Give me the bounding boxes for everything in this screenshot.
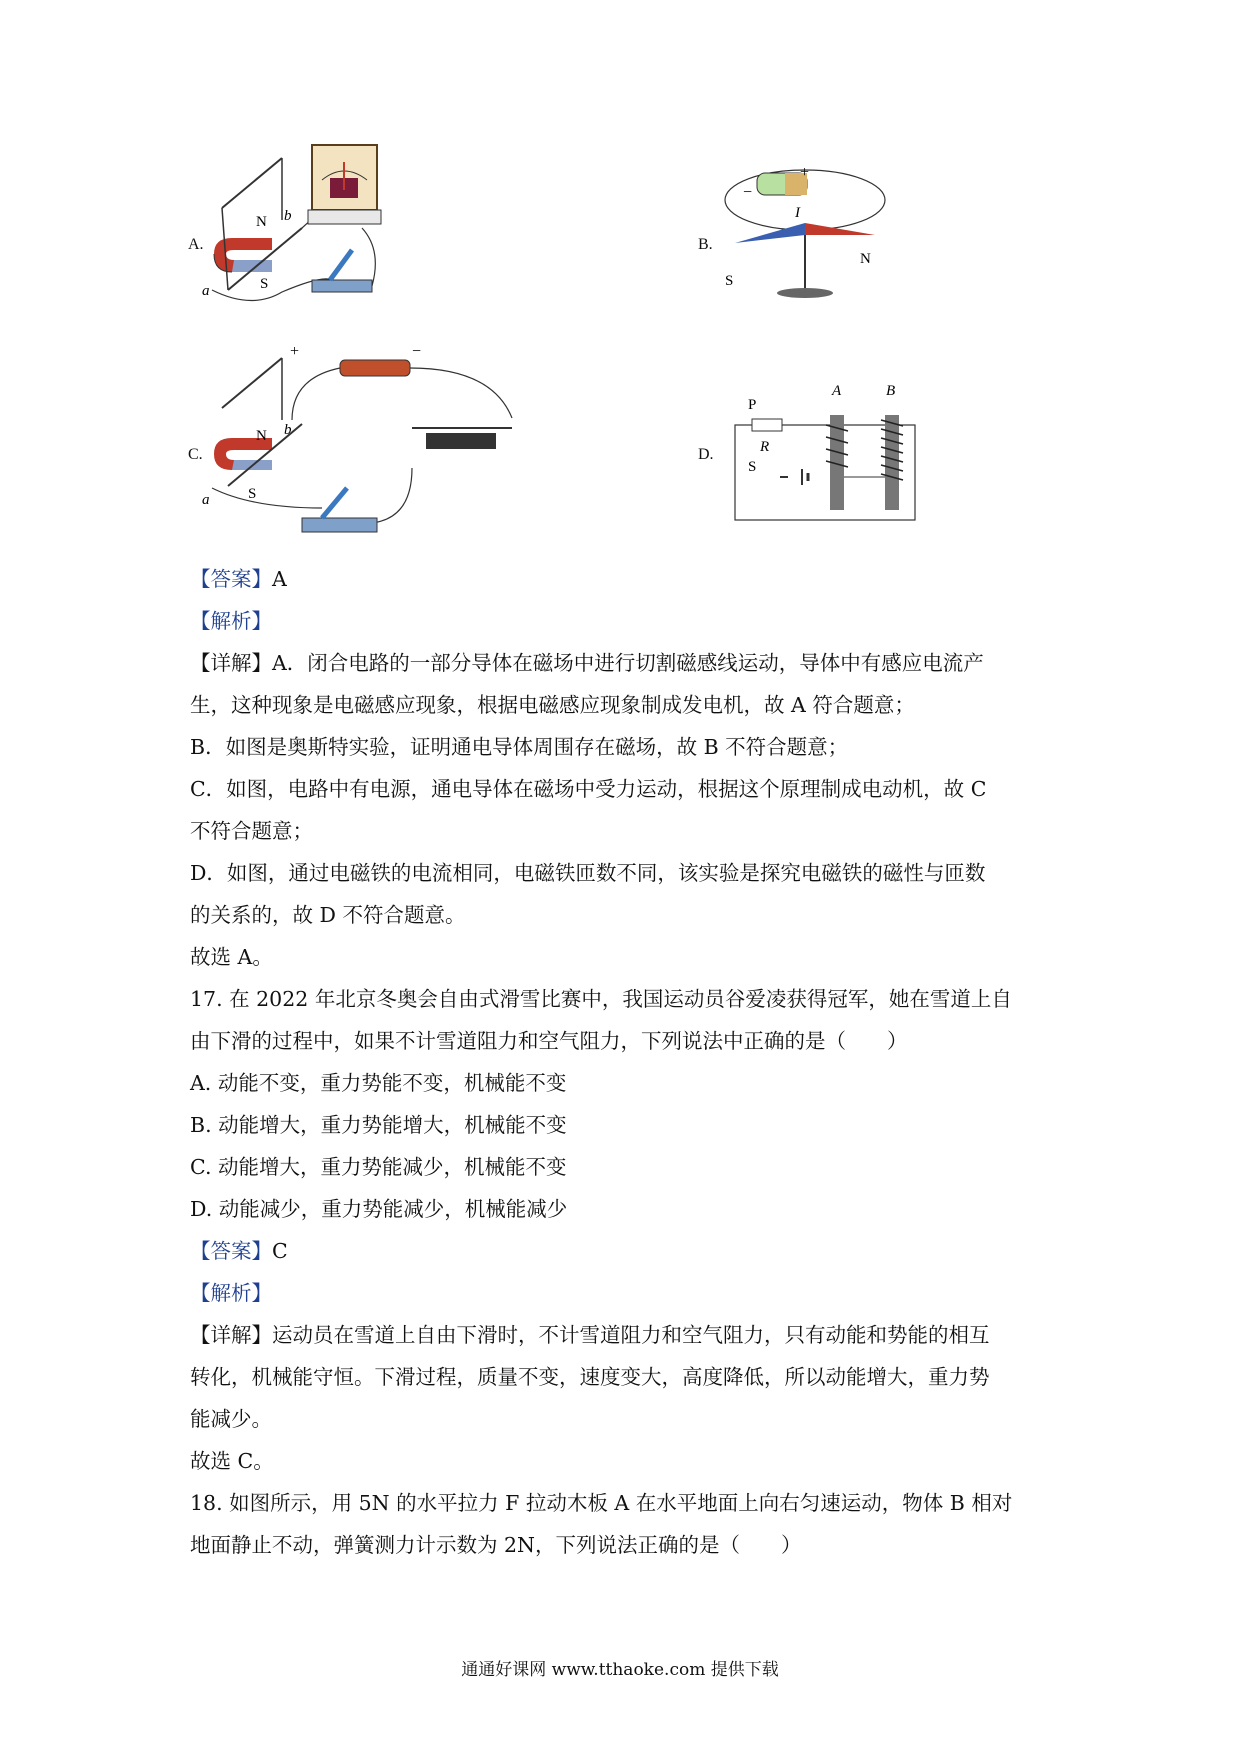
detail-tag: 【详解】 bbox=[190, 651, 272, 675]
option-b-label: B. bbox=[698, 236, 713, 253]
q17-answer bbox=[190, 1237, 288, 1265]
q16-detail-line-2: 生，这种现象是电磁感应现象，根据电磁感应现象制成发电机，故 A 符合题意； bbox=[190, 693, 915, 717]
q17-conclusion: 故选 C。 bbox=[190, 1449, 274, 1473]
figure-c-motor-principle bbox=[202, 343, 532, 558]
q16-conclusion: 故选 A。 bbox=[190, 945, 273, 969]
label-current: I bbox=[795, 205, 800, 221]
page-footer: 通通好课网 www.tthaoke.com 提供下载 bbox=[461, 1660, 779, 1680]
q16-detail-line-3: B．如图是奥斯特实验，证明通电导体周围存在磁场，故 B 不符合题意； bbox=[190, 735, 849, 759]
q16-detail-line-1: 【详解】A．闭合电路的一部分导体在磁场中进行切割磁感线运动，导体中有感应电流产 bbox=[190, 651, 984, 675]
q17-option-a: A. 动能不变，重力势能不变，机械能不变 bbox=[190, 1071, 567, 1095]
q17-detail-line-3: 能减少。 bbox=[190, 1407, 272, 1431]
q16-detail-line-6: D．如图，通过电磁铁的电流相同，电磁铁匝数不同，该实验是探究电磁铁的磁性与匝数 bbox=[190, 861, 986, 885]
q17-option-d: D. 动能减少，重力势能减少，机械能减少 bbox=[190, 1197, 568, 1221]
label-n: N bbox=[256, 214, 267, 230]
q17-analysis-tag: 【解析】 bbox=[190, 1281, 272, 1305]
electromagnet-b bbox=[885, 415, 899, 510]
label-n: N bbox=[256, 428, 267, 444]
label-a: a bbox=[202, 492, 210, 508]
figure-d-electromagnets bbox=[730, 385, 950, 530]
q16-detail-line-7: 的关系的，故 D 不符合题意。 bbox=[190, 903, 466, 927]
answer-tag: 【答案】 bbox=[190, 1239, 272, 1263]
label-a: a bbox=[202, 283, 210, 299]
switch bbox=[312, 280, 372, 292]
label-r: R bbox=[760, 439, 770, 455]
q16-detail-line-4: C．如图，电路中有电源，通电导体在磁场中受力运动，根据这个原理制成电动机，故 C bbox=[190, 777, 987, 801]
q17-detail-line-2: 转化，机械能守恒。下滑过程，质量不变，速度变大，高度降低，所以动能增大，重力势 bbox=[190, 1365, 990, 1389]
label-minus: − bbox=[743, 184, 753, 201]
label-s: S bbox=[748, 459, 757, 475]
label-b: b bbox=[284, 422, 292, 438]
label-b: b bbox=[284, 208, 292, 224]
answer-value: C bbox=[272, 1239, 288, 1263]
rheostat bbox=[426, 433, 496, 449]
label-plus: + bbox=[290, 343, 300, 360]
q16-analysis-tag: 【解析】 bbox=[190, 609, 272, 633]
q17-stem-line-2: 由下滑的过程中，如果不计雪道阻力和空气阻力，下列说法中正确的是（ ） bbox=[190, 1029, 908, 1053]
q18-stem-line-2: 地面静止不动，弹簧测力计示数为 2N，下列说法正确的是（ ） bbox=[190, 1533, 802, 1557]
rheostat-r bbox=[752, 419, 782, 431]
label-coil-b: B bbox=[886, 383, 896, 399]
q17-detail-line-1: 【详解】运动员在雪道上自由下滑时，不计雪道阻力和空气阻力，只有动能和势能的相互 bbox=[190, 1323, 990, 1347]
switch bbox=[302, 518, 377, 532]
q17-option-b: B. 动能增大，重力势能增大，机械能不变 bbox=[190, 1113, 567, 1137]
q17-stem-line-1: 17. 在 2022 年北京冬奥会自由式滑雪比赛中，我国运动员谷爱凌获得冠军，她在雪道上自 bbox=[190, 987, 1012, 1011]
answer-value: A bbox=[272, 567, 287, 591]
option-d-label: D. bbox=[698, 446, 714, 463]
label-s: S bbox=[260, 276, 269, 292]
answer-tag: 【答案】 bbox=[190, 567, 272, 591]
label-s: S bbox=[248, 486, 257, 502]
figure-a-electromagnetic-induction bbox=[202, 150, 432, 340]
option-a-label: A. bbox=[188, 236, 204, 253]
detail-tag: 【详解】 bbox=[190, 1323, 272, 1347]
label-s: S bbox=[725, 273, 734, 289]
label-plus: + bbox=[800, 164, 810, 181]
option-c-label: C. bbox=[188, 446, 203, 463]
label-n: N bbox=[860, 251, 871, 267]
label-coil-a: A bbox=[832, 383, 842, 399]
q16-detail-line-5: 不符合题意； bbox=[190, 819, 313, 843]
q17-option-c: C. 动能增大，重力势能减少，机械能不变 bbox=[190, 1155, 567, 1179]
figure-b-oersted bbox=[725, 165, 895, 320]
battery bbox=[340, 360, 410, 376]
label-minus: − bbox=[412, 343, 422, 360]
q18-stem-line-1: 18. 如图所示，用 5N 的水平拉力 F 拉动木板 A 在水平地面上向右匀速运动，物体 B 相对 bbox=[190, 1491, 1013, 1515]
q16-answer bbox=[190, 565, 287, 593]
label-p: P bbox=[748, 397, 757, 413]
